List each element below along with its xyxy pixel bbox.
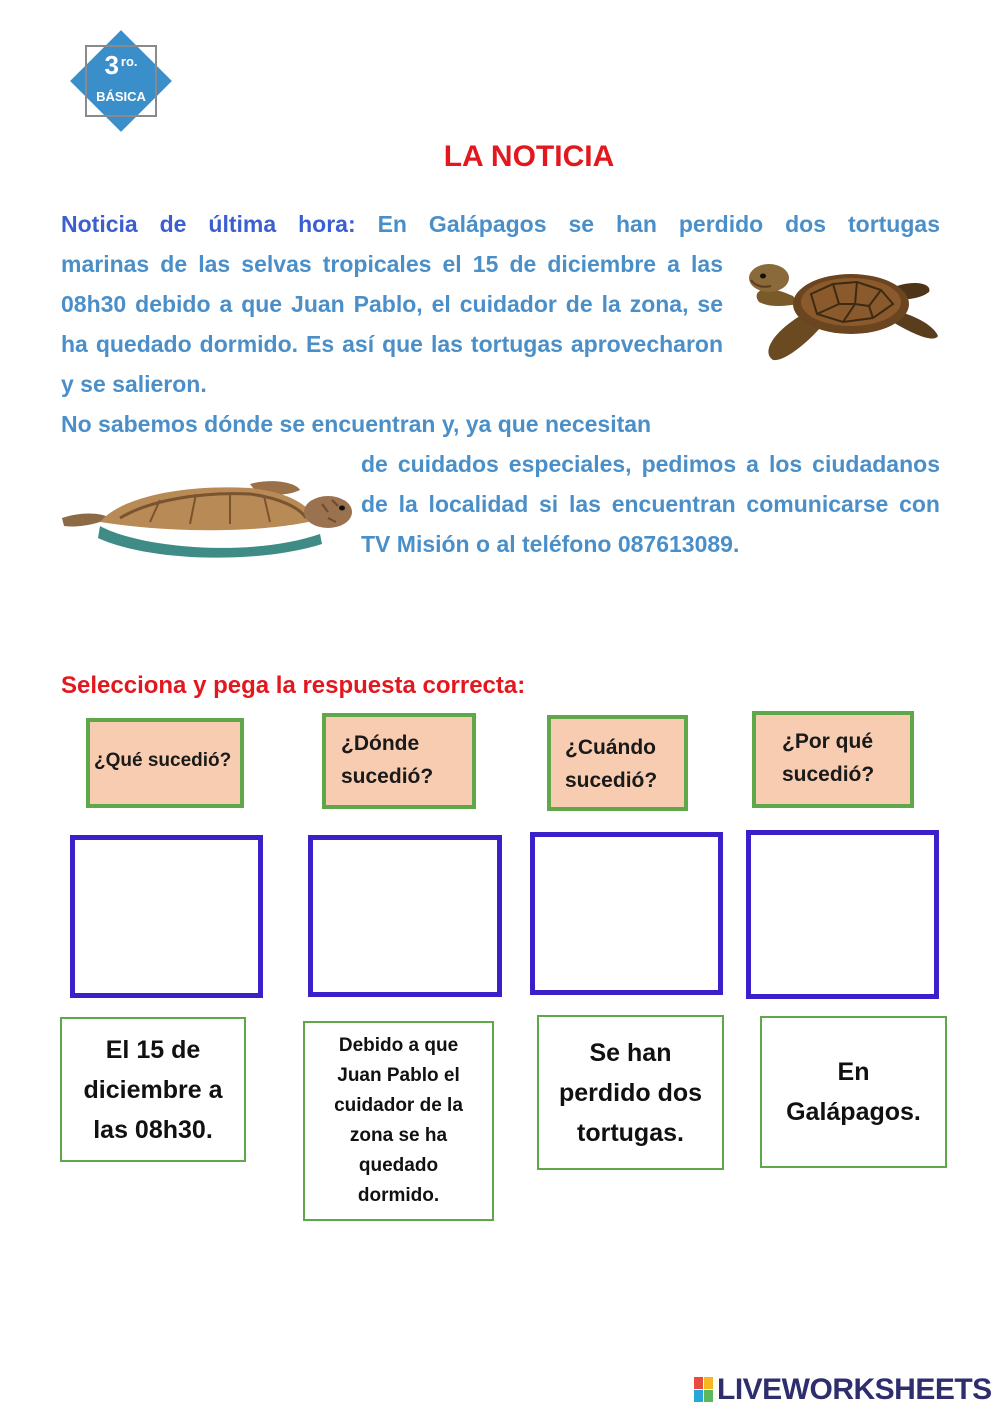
question-label: ¿Qué sucedió? <box>94 750 232 771</box>
drop-target-cuando[interactable] <box>530 832 723 995</box>
story-lead: Noticia de última hora: <box>61 211 356 237</box>
sea-turtle-side-icon <box>60 478 354 562</box>
question-label-line1: ¿Cuándo <box>565 736 656 759</box>
story-block-1: marinas de las selvas tropicales el 15 de diciembre a las 08h30 debido a que Juan Pablo, el cuidador de la zona, se ha quedado dormido. Es así que las tortugas aprovecharon y se salieron. <box>61 251 723 397</box>
question-label-line2: sucedió? <box>782 763 875 786</box>
question-label-line1: ¿Dónde <box>341 732 420 755</box>
answer-card-por-que[interactable] <box>303 1021 494 1221</box>
answer-text: En Galápagos. <box>786 1058 921 1126</box>
answer-card-que[interactable] <box>537 1015 724 1170</box>
story-line-6: No sabemos dónde se encuentran y, ya que necesitan <box>61 411 652 437</box>
answer-text: El 15 de diciembre a las 08h30. <box>83 1035 223 1144</box>
grade-badge <box>68 28 174 134</box>
logo-mark-icon <box>694 1377 714 1403</box>
answer-text: Se han perdido dos tortugas. <box>558 1038 703 1147</box>
sea-turtle-swimming-icon <box>733 252 941 364</box>
grade-level: BÁSICA <box>96 89 146 104</box>
liveworksheets-logo <box>694 1374 992 1406</box>
question-label-line2: sucedió? <box>565 769 658 792</box>
drop-target-donde[interactable] <box>308 835 502 997</box>
grade-suffix: ro. <box>120 54 138 69</box>
question-donde-sucedio <box>322 713 476 809</box>
question-label-line1: ¿Por qué <box>782 730 874 753</box>
question-que-sucedio <box>86 718 244 808</box>
story-block-2: de cuidados especiales, pedimos a los ciudadanos de la localidad si las encuentran comunicarse con TV Misión o al teléfono 087613089. <box>361 451 940 557</box>
grade-number: 3 <box>104 50 119 80</box>
logo-text: LIVEWORKSHEETS <box>717 1373 992 1406</box>
question-por-que-sucedio <box>752 711 914 808</box>
answer-text: Debido a que Juan Pablo el cuidador de la zona se ha quedado dormido. <box>334 1035 463 1206</box>
instruction-prompt: Selecciona y pega la respuesta correcta: <box>61 672 526 699</box>
question-label-line2: sucedió? <box>341 765 434 788</box>
story-line-1 <box>61 204 940 244</box>
page-title: LA NOTICIA <box>443 140 615 173</box>
drop-target-que[interactable] <box>70 835 263 998</box>
question-cuando-sucedio <box>547 715 688 811</box>
answer-card-donde[interactable] <box>760 1016 947 1168</box>
story-line-1-text: En Galápagos se han perdido dos tortugas <box>355 211 940 237</box>
drop-target-por-que[interactable] <box>746 830 939 999</box>
answer-card-cuando[interactable] <box>60 1017 246 1162</box>
